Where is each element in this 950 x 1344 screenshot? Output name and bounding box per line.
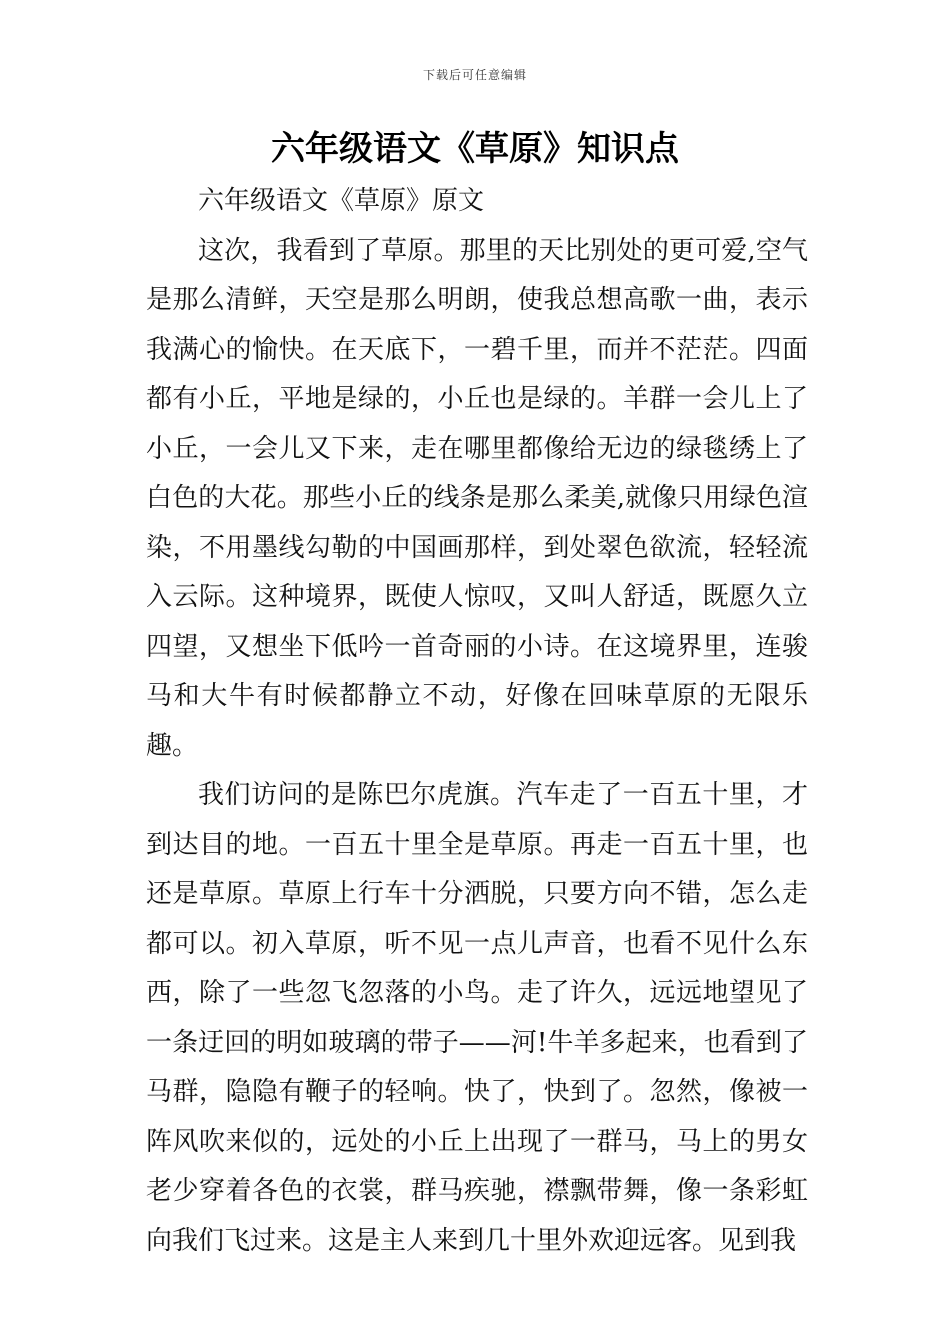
paragraph-2: 我们访问的是陈巴尔虎旗。汽车走了一百五十里，才到达目的地。一百五十里全是草原。再走一百五十里，也还是草原。草原上行车十分洒脱，只要方向不错，怎么走都可以。初入草原，听不见一点儿声音，也看不见什么东西，除了一些忽飞忽落的小鸟。走了许久，远远地望见了一条迂回的明如玻璃的带子——河!牛羊多起来，也看到了马群，隐隐有鞭子的轻响。快了，快到了。忽然，像被一阵风吹来似的，远处的小丘上出现了一群马，马上的男女老少穿着各色的衣裳，群马疾驰，襟飘带舞，像一条彩虹向我们飞过来。这是主人来到几十里外欢迎远客。见到我: [146, 780, 808, 1256]
document-title: 六年级语文《草原》知识点: [271, 129, 679, 169]
paragraph-1: 这次，我看到了草原。那里的天比别处的更可爱,空气是那么清鲜，天空是那么明朗，使我总想高歌一曲，表示我满心的愉快。在天底下，一碧千里，而并不茫茫。四面都有小丘，平地是绿的，小丘也是绿的。羊群一会儿上了小丘，一会儿又下来，走在哪里都像给无边的绿毯绣上了白色的大花。那些小丘的线条是那么柔美,就像只用绿色渲染，不用墨线勾勒的中国画那样，到处翠色欲流，轻轻流入云际。这种境界，既使人惊叹，又叫人舒适，既愿久立四望，又想坐下低吟一首奇丽的小诗。在这境界里，连骏马和大牛有时候都静立不动，好像在回味草原的无限乐趣。: [146, 235, 808, 761]
header-note: 下载后可任意编辑: [422, 68, 527, 82]
section-heading: 六年级语文《草原》原文: [198, 186, 485, 216]
document-body: [146, 177, 808, 1266]
